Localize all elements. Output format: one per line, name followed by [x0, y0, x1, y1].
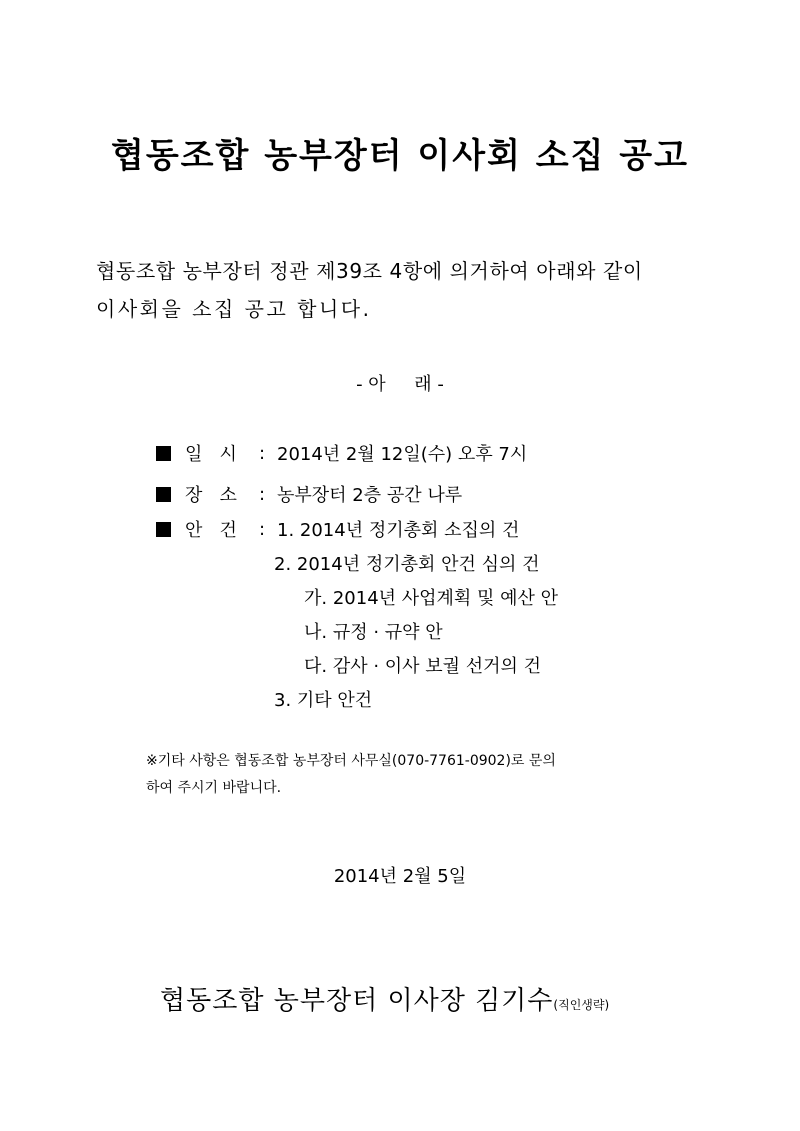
- intro-line-1: 협동조합 농부장터 정관 제39조 4항에 의거하여 아래와 같이: [96, 259, 643, 283]
- signature-line: [160, 980, 609, 1017]
- issue-date: 2014년 2월 5일: [333, 866, 467, 887]
- item-colon: :: [259, 442, 266, 464]
- item-label: 장 소: [185, 485, 237, 506]
- item-value: 농부장터 2층 공간 나루: [277, 485, 463, 506]
- intro-line-2: 이사회을 소집 공고 합니다.: [96, 297, 372, 321]
- page-title: 협동조합 농부장터 이사회 소집 공고: [110, 136, 689, 176]
- square-bullet-icon: [156, 446, 171, 461]
- item-datetime: [156, 440, 527, 466]
- section-heading: - 아 래 -: [356, 374, 444, 395]
- item-location: [156, 481, 462, 507]
- square-bullet-icon: [156, 487, 171, 502]
- item-colon: :: [259, 518, 266, 540]
- note-line-1: ※기타 사항은 협동조합 농부장터 사무실(070-7761-0902)로 문의: [146, 753, 556, 769]
- seal-note: (직인생략): [553, 998, 610, 1012]
- signature-text: 협동조합 농부장터 이사장 김기수: [160, 986, 554, 1016]
- agenda-item-3: 3. 기타 안건: [274, 690, 373, 711]
- agenda-item-2c: 다. 감사 · 이사 보궐 선거의 건: [304, 656, 542, 677]
- agenda-item-2a: 가. 2014년 사업계획 및 예산 안: [304, 588, 559, 609]
- contact-note: [146, 748, 556, 802]
- agenda-item-2: 2. 2014년 정기총회 안건 심의 건: [274, 554, 540, 575]
- item-label: 안 건: [185, 520, 237, 541]
- intro-paragraph: [96, 252, 716, 328]
- note-line-2: 하여 주시기 바랍니다.: [146, 780, 282, 796]
- item-colon: :: [259, 483, 266, 505]
- item-agenda: [156, 516, 519, 542]
- item-value: 1. 2014년 정기총회 소집의 건: [277, 520, 520, 541]
- agenda-item-2b: 나. 규정 · 규약 안: [304, 622, 443, 643]
- square-bullet-icon: [156, 522, 171, 537]
- item-value: 2014년 2월 12일(수) 오후 7시: [277, 444, 528, 465]
- item-label: 일 시: [185, 444, 237, 465]
